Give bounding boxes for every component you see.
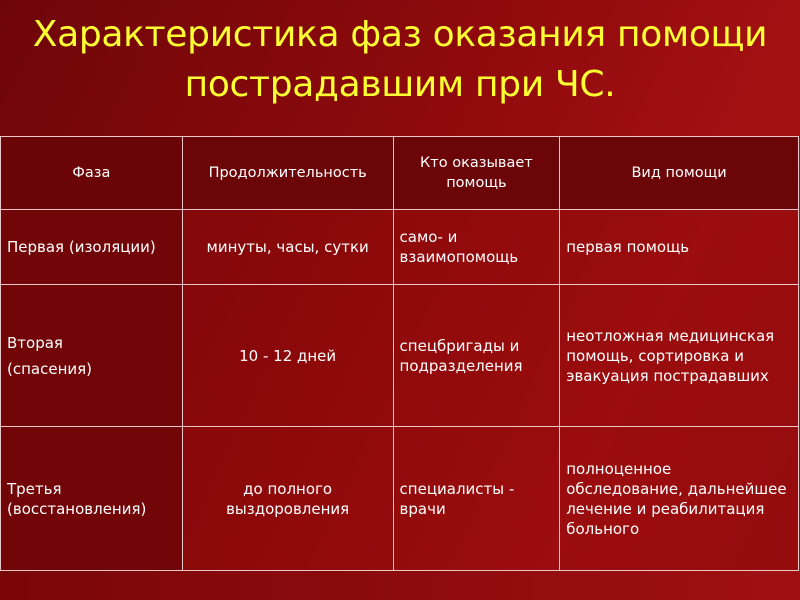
cell-phase <box>1 210 183 285</box>
cell-provider: само- и взаимопомощь <box>393 210 560 285</box>
cell-phase <box>1 285 183 427</box>
cell-duration: до полного выздоровления <box>182 427 393 571</box>
phase-label: Первая (изоляции) <box>7 238 156 256</box>
table-row <box>1 285 799 427</box>
header-provider: Кто оказывает помощь <box>393 137 560 210</box>
slide-title-line2: пострадавшим при ЧС. <box>184 64 616 105</box>
phases-table <box>0 136 799 571</box>
table-row <box>1 427 799 571</box>
slide-title-line1: Характеристика фаз оказания помощи <box>32 14 768 55</box>
cell-provider: специалисты - врачи <box>393 427 560 571</box>
cell-duration: 10 - 12 дней <box>182 285 393 427</box>
slide-title <box>20 10 780 110</box>
phase-label: Третья (восстановления) <box>7 479 147 518</box>
cell-phase <box>1 427 183 571</box>
header-duration: Продолжительность <box>182 137 393 210</box>
cell-aid-type: неотложная медицинская помощь, сортировка и эвакуация пострадавших <box>560 285 799 427</box>
header-aid-type: Вид помощи <box>560 137 799 210</box>
table-row <box>1 210 799 285</box>
cell-duration: минуты, часы, сутки <box>182 210 393 285</box>
cell-aid-type: первая помощь <box>560 210 799 285</box>
table-header-row <box>1 137 799 210</box>
phase-sublabel: (спасения) <box>7 359 93 378</box>
bottom-strip <box>0 571 800 600</box>
cell-provider: спецбригады и подразделения <box>393 285 560 427</box>
phases-table-container <box>0 136 799 571</box>
phase-label: Вторая <box>7 333 63 352</box>
cell-aid-type: полноценное обследование, дальнейшее лечение и реабилитация больного <box>560 427 799 571</box>
header-phase: Фаза <box>1 137 183 210</box>
